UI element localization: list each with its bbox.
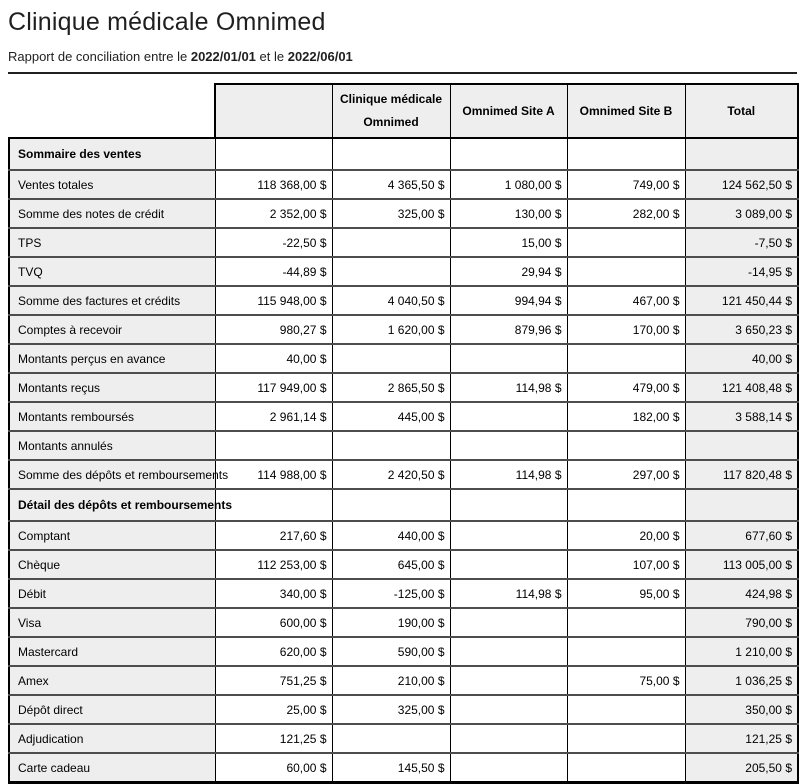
value-cell <box>450 608 567 637</box>
table-row <box>9 550 798 579</box>
value-cell: 445,00 $ <box>332 402 450 431</box>
value-cell <box>332 228 450 257</box>
table-row <box>9 724 798 753</box>
value-cell: 60,00 $ <box>215 753 332 783</box>
table-row <box>9 637 798 666</box>
row-label: Somme des notes de crédit <box>9 199 215 228</box>
total-cell: -7,50 $ <box>685 228 798 257</box>
value-cell: 145,50 $ <box>332 753 450 783</box>
value-cell: 20,00 $ <box>567 521 685 550</box>
value-cell <box>450 666 567 695</box>
row-label: Comptes à recevoir <box>9 315 215 344</box>
row-label: Montants perçus en avance <box>9 344 215 373</box>
table-row <box>9 608 798 637</box>
value-cell: 25,00 $ <box>215 695 332 724</box>
total-cell: 121 450,44 $ <box>685 286 798 315</box>
row-label: Montants annulés <box>9 431 215 460</box>
total-cell: 121,25 $ <box>685 724 798 753</box>
total-cell: -14,95 $ <box>685 257 798 286</box>
value-cell <box>567 344 685 373</box>
value-cell: 29,94 $ <box>450 257 567 286</box>
row-label: Comptant <box>9 521 215 550</box>
section-row <box>9 138 798 170</box>
value-cell: 210,00 $ <box>332 666 450 695</box>
value-cell: 749,00 $ <box>567 170 685 199</box>
section-label: Détail des dépôts et remboursements <box>9 489 215 521</box>
total-cell: 1 036,25 $ <box>685 666 798 695</box>
total-cell: 113 005,00 $ <box>685 550 798 579</box>
value-cell: 1 620,00 $ <box>332 315 450 344</box>
value-cell: 467,00 $ <box>567 286 685 315</box>
value-cell: 479,00 $ <box>567 373 685 402</box>
total-cell: 790,00 $ <box>685 608 798 637</box>
row-label: Dépôt direct <box>9 695 215 724</box>
value-cell: 115 948,00 $ <box>215 286 332 315</box>
total-cell: 205,50 $ <box>685 753 798 783</box>
value-cell: 112 253,00 $ <box>215 550 332 579</box>
table-row <box>9 170 798 199</box>
value-cell <box>567 138 685 170</box>
value-cell <box>567 724 685 753</box>
table-row <box>9 286 798 315</box>
value-cell: 190,00 $ <box>332 608 450 637</box>
value-cell: 114,98 $ <box>450 373 567 402</box>
value-cell: 114,98 $ <box>450 460 567 489</box>
table-row <box>9 228 798 257</box>
total-cell <box>685 431 798 460</box>
total-cell: 350,00 $ <box>685 695 798 724</box>
value-cell <box>450 489 567 521</box>
value-cell: 2 352,00 $ <box>215 199 332 228</box>
value-cell: 620,00 $ <box>215 637 332 666</box>
value-cell <box>567 489 685 521</box>
value-cell: 114,98 $ <box>450 579 567 608</box>
table-row <box>9 373 798 402</box>
column-header-unnamed <box>215 84 332 138</box>
value-cell <box>450 695 567 724</box>
row-label: Mastercard <box>9 637 215 666</box>
value-cell <box>332 344 450 373</box>
table-row <box>9 257 798 286</box>
value-cell <box>332 489 450 521</box>
row-label: Carte cadeau <box>9 753 215 783</box>
row-label: Adjudication <box>9 724 215 753</box>
value-cell <box>567 637 685 666</box>
row-label: Ventes totales <box>9 170 215 199</box>
table-row <box>9 666 798 695</box>
end-date: 2022/06/01 <box>287 49 353 64</box>
value-cell <box>450 637 567 666</box>
value-cell <box>450 550 567 579</box>
table-row <box>9 431 798 460</box>
value-cell: 980,27 $ <box>215 315 332 344</box>
total-cell: 3 089,00 $ <box>685 199 798 228</box>
value-cell <box>450 724 567 753</box>
total-cell: 424,98 $ <box>685 579 798 608</box>
value-cell: 297,00 $ <box>567 460 685 489</box>
value-cell <box>567 257 685 286</box>
row-label: Visa <box>9 608 215 637</box>
section-label: Sommaire des ventes <box>9 138 215 170</box>
value-cell: 2 961,14 $ <box>215 402 332 431</box>
section-row <box>9 489 798 521</box>
value-cell: 114 988,00 $ <box>215 460 332 489</box>
table-row <box>9 402 798 431</box>
value-cell <box>215 431 332 460</box>
total-cell: 1 210,00 $ <box>685 637 798 666</box>
value-cell: 107,00 $ <box>567 550 685 579</box>
total-cell <box>685 489 798 521</box>
value-cell: 15,00 $ <box>450 228 567 257</box>
column-header-total: Total <box>685 84 798 138</box>
value-cell: 121,25 $ <box>215 724 332 753</box>
value-cell: 440,00 $ <box>332 521 450 550</box>
value-cell <box>567 753 685 783</box>
table-header-row <box>9 84 798 138</box>
value-cell: 1 080,00 $ <box>450 170 567 199</box>
value-cell <box>450 138 567 170</box>
table-row <box>9 521 798 550</box>
row-label: Amex <box>9 666 215 695</box>
value-cell <box>332 257 450 286</box>
column-header-clinique-medicale-omnimed <box>332 84 450 138</box>
total-cell: 121 408,48 $ <box>685 373 798 402</box>
value-cell <box>567 431 685 460</box>
value-cell <box>450 402 567 431</box>
value-cell: 600,00 $ <box>215 608 332 637</box>
total-cell: 124 562,50 $ <box>685 170 798 199</box>
value-cell: 2 420,50 $ <box>332 460 450 489</box>
value-cell: 994,94 $ <box>450 286 567 315</box>
row-label: Montants reçus <box>9 373 215 402</box>
value-cell: 2 865,50 $ <box>332 373 450 402</box>
reconciliation-table <box>8 83 799 784</box>
table-row <box>9 579 798 608</box>
table-row <box>9 315 798 344</box>
value-cell <box>215 489 332 521</box>
total-cell <box>685 138 798 170</box>
divider-line <box>8 72 797 74</box>
value-cell <box>332 724 450 753</box>
value-cell: 182,00 $ <box>567 402 685 431</box>
page-title: Clinique médicale Omnimed <box>8 8 326 36</box>
total-cell: 3 650,23 $ <box>685 315 798 344</box>
value-cell: -125,00 $ <box>332 579 450 608</box>
value-cell: 40,00 $ <box>215 344 332 373</box>
value-cell <box>332 138 450 170</box>
total-cell: 40,00 $ <box>685 344 798 373</box>
value-cell <box>450 521 567 550</box>
value-cell: 645,00 $ <box>332 550 450 579</box>
value-cell: -22,50 $ <box>215 228 332 257</box>
value-cell: 130,00 $ <box>450 199 567 228</box>
header-spacer <box>9 84 215 138</box>
value-cell: 95,00 $ <box>567 579 685 608</box>
row-label: Débit <box>9 579 215 608</box>
value-cell: 751,25 $ <box>215 666 332 695</box>
value-cell <box>567 695 685 724</box>
value-cell: 282,00 $ <box>567 199 685 228</box>
row-label: Somme des factures et crédits <box>9 286 215 315</box>
value-cell: 170,00 $ <box>567 315 685 344</box>
value-cell: 117 949,00 $ <box>215 373 332 402</box>
total-cell: 3 588,14 $ <box>685 402 798 431</box>
row-label: TVQ <box>9 257 215 286</box>
value-cell <box>450 344 567 373</box>
column-header-line2: Omnimed <box>363 115 419 129</box>
value-cell: 4 040,50 $ <box>332 286 450 315</box>
column-header-site-b: Omnimed Site B <box>567 84 685 138</box>
value-cell: 325,00 $ <box>332 695 450 724</box>
value-cell: -44,89 $ <box>215 257 332 286</box>
start-date: 2022/01/01 <box>190 49 256 64</box>
value-cell <box>450 753 567 783</box>
value-cell <box>567 228 685 257</box>
row-label: Chèque <box>9 550 215 579</box>
value-cell <box>567 608 685 637</box>
value-cell: 4 365,50 $ <box>332 170 450 199</box>
subtitle-prefix: Rapport de conciliation entre le <box>8 49 191 64</box>
table-row <box>9 695 798 724</box>
table-row <box>9 199 798 228</box>
value-cell: 75,00 $ <box>567 666 685 695</box>
total-cell: 117 820,48 $ <box>685 460 798 489</box>
value-cell <box>332 431 450 460</box>
row-label: Somme des dépôts et remboursements <box>9 460 215 489</box>
row-label: TPS <box>9 228 215 257</box>
value-cell: 217,60 $ <box>215 521 332 550</box>
total-cell: 677,60 $ <box>685 521 798 550</box>
column-header-line1: Clinique médicale <box>339 92 443 106</box>
value-cell: 340,00 $ <box>215 579 332 608</box>
subtitle-infix: et le <box>255 49 288 64</box>
table-row <box>9 344 798 373</box>
report-subtitle <box>8 49 801 64</box>
value-cell: 118 368,00 $ <box>215 170 332 199</box>
value-cell <box>215 138 332 170</box>
row-label: Montants remboursés <box>9 402 215 431</box>
value-cell <box>450 431 567 460</box>
value-cell: 325,00 $ <box>332 199 450 228</box>
column-header-site-a: Omnimed Site A <box>450 84 567 138</box>
value-cell: 590,00 $ <box>332 637 450 666</box>
table-row <box>9 460 798 489</box>
value-cell: 879,96 $ <box>450 315 567 344</box>
table-row <box>9 753 798 783</box>
